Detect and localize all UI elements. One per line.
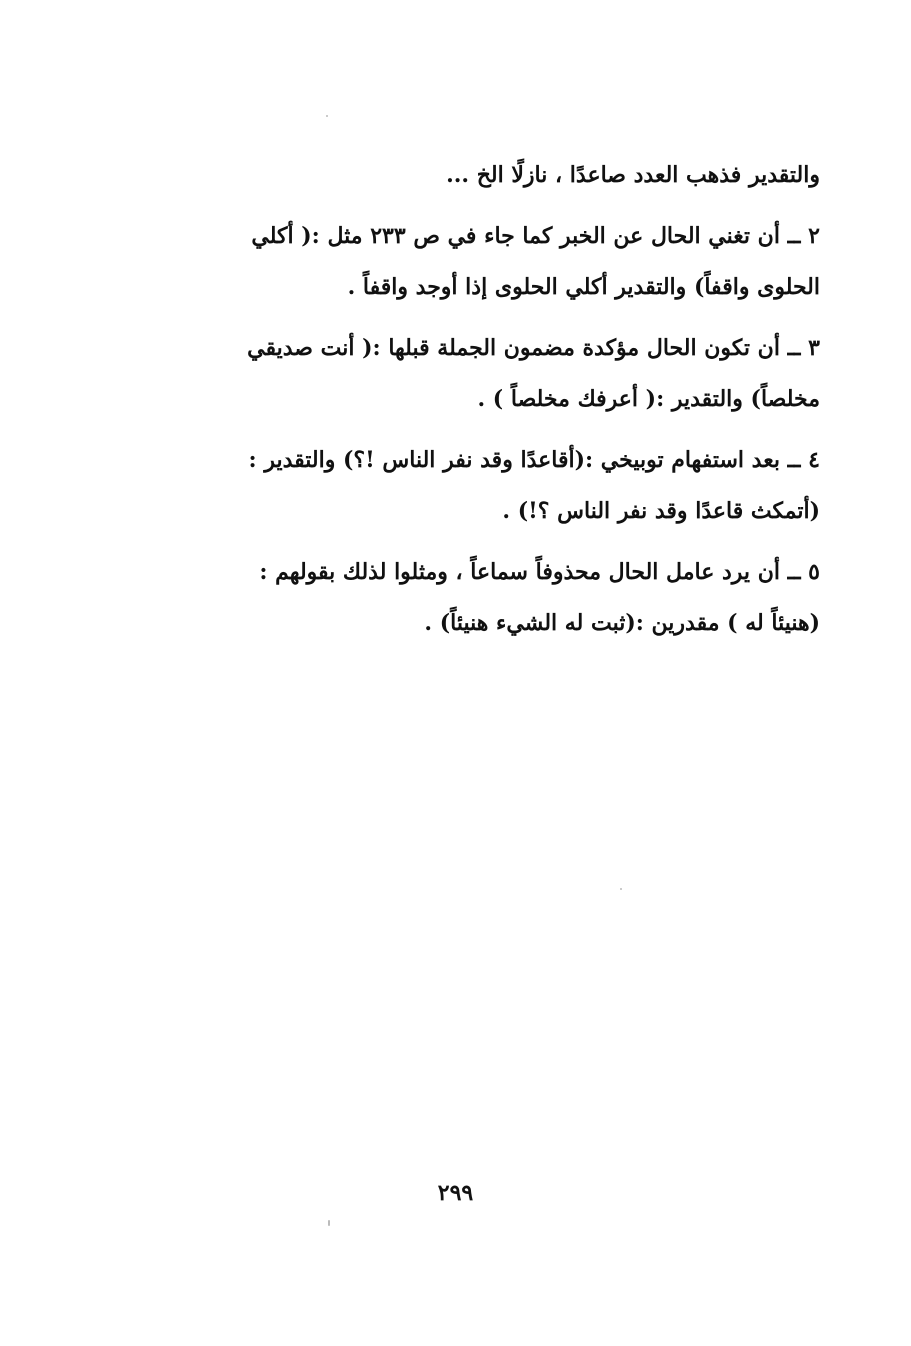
- text-line: والتقدير فذهب العدد صاعدًا ، نازلًا الخ ...: [446, 162, 820, 188]
- page-body: [140, 150, 820, 649]
- text-line: (أتمكث قاعدًا وقد نفر الناس ؟!) .: [502, 498, 820, 524]
- text-line: ٣ ــ أن تكون الحال مؤكدة مضمون الجملة قبلها :( أنت صديقي: [247, 335, 820, 361]
- page-number: ٢٩٩: [437, 1180, 474, 1206]
- text-line: الحلوى واقفاً) والتقدير أكلي الحلوى إذا أوجد واقفاً .: [347, 274, 820, 300]
- text-line: مخلصاً) والتقدير :( أعرفك مخلصاً ) .: [477, 386, 820, 412]
- text-line: ٢ ــ أن تغني الحال عن الخبر كما جاء في ص ٢٣٣ مثل :( أكلي: [251, 223, 820, 249]
- scan-speck: [620, 888, 622, 890]
- scan-speck: [328, 1220, 330, 1226]
- text-line: ٤ ــ بعد استفهام توبيخي :(أقاعدًا وقد نفر الناس !؟) والتقدير :: [248, 447, 820, 473]
- text-line: (هنيئاً له ) مقدرين :(ثبت له الشيء هنيئاً) .: [424, 610, 820, 636]
- scan-speck: [326, 115, 328, 117]
- text-line: ٥ ــ أن يرد عامل الحال محذوفاً سماعاً ، ومثلوا لذلك بقولهم :: [259, 559, 820, 585]
